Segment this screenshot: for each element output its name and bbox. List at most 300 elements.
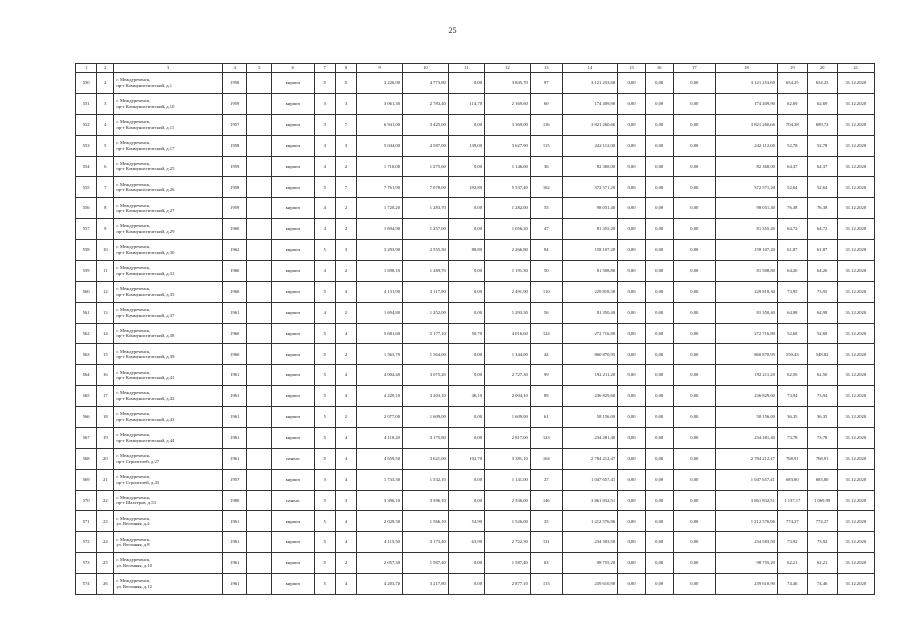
cell-material: кирпич: [271, 302, 314, 323]
cell-floors: 5: [314, 532, 335, 553]
cell-entrances: 4: [335, 427, 356, 448]
cell-year: 1959: [222, 198, 247, 219]
cell-no: 559: [76, 260, 97, 281]
cell-date: 31.12.2020: [837, 365, 874, 386]
cell-no: 561: [76, 302, 97, 323]
cell-date: 31.12.2020: [837, 427, 874, 448]
cell-c5: [247, 365, 272, 386]
cell-area-common: 3 369,00: [485, 114, 531, 135]
cell-c19: 64,72: [777, 219, 807, 240]
table-row: [76, 281, 875, 302]
cell-cost: 1 047 657,41: [562, 469, 617, 490]
column-header: 21: [837, 64, 874, 73]
cell-floors: 5: [314, 344, 335, 365]
cell-no: 555: [76, 177, 97, 198]
address-city: г. Междуреченск,: [116, 348, 151, 354]
cell-area-common: 2 877,10: [485, 574, 531, 595]
cell-idx: 26: [97, 574, 114, 595]
address-city: г. Междуреченск,: [116, 557, 151, 563]
address-street: пр-т Коммунистический, д.25: [116, 166, 175, 172]
cell-no: 562: [76, 323, 97, 344]
cell-c15: 0,00: [618, 177, 646, 198]
cell-idx: 14: [97, 323, 114, 344]
cell-c5: [247, 240, 272, 261]
cell-material: кирпич: [271, 532, 314, 553]
address-city: г. Междуреченск,: [116, 202, 151, 208]
address-cell: [114, 323, 223, 344]
address-cell: [114, 114, 223, 135]
cell-c15: 0,00: [618, 511, 646, 532]
cell-c17: 0,00: [673, 302, 716, 323]
cell-c19: 52,64: [777, 177, 807, 198]
cell-no: 573: [76, 553, 97, 574]
cell-material: кирпич: [271, 386, 314, 407]
cell-residents: 110: [530, 281, 562, 302]
cell-total: 98 051,40: [716, 198, 778, 219]
table-row: [76, 469, 875, 490]
cell-area-nonres: 0,00: [448, 198, 484, 219]
cell-c19: 36,35: [777, 407, 807, 428]
cell-no: 568: [76, 448, 97, 469]
cell-no: 551: [76, 93, 97, 114]
cell-c20: 64,20: [807, 260, 837, 281]
cell-year: 1961: [222, 574, 247, 595]
cell-floors: 5: [314, 323, 335, 344]
cell-c17: 0,00: [673, 407, 716, 428]
column-header: 15: [618, 64, 646, 73]
cell-entrances: 4: [335, 323, 356, 344]
cell-idx: 15: [97, 344, 114, 365]
cell-c15: 0,00: [618, 469, 646, 490]
cell-area-nonres: 0,00: [448, 469, 484, 490]
cell-c16: 0,00: [645, 532, 673, 553]
address-cell: [114, 135, 223, 156]
table-row: [76, 93, 875, 114]
cell-c15: 0,00: [618, 198, 646, 219]
cell-c17: 0,00: [673, 490, 716, 511]
cell-area-nonres: 0,00: [448, 407, 484, 428]
cell-c19: 654,25: [777, 73, 807, 94]
cell-c20: 74,46: [807, 574, 837, 595]
cell-material: кирпич: [271, 344, 314, 365]
cell-c5: [247, 219, 272, 240]
address-city: г. Междуреченск,: [116, 411, 151, 417]
cell-c17: 0,00: [673, 553, 716, 574]
cell-date: 31.12.2020: [837, 469, 874, 490]
cell-area-res: 3 117,90: [402, 281, 448, 302]
cell-area-res: 1 609,00: [402, 407, 448, 428]
cell-area-res: 1 252,00: [402, 302, 448, 323]
cell-c19: 62,50: [777, 365, 807, 386]
column-header: 5: [247, 64, 272, 73]
cell-c16: 0,00: [645, 469, 673, 490]
cell-residents: 99: [530, 365, 562, 386]
cell-material: кирпич: [271, 114, 314, 135]
cell-material: кирпич: [271, 73, 314, 94]
cell-c5: [247, 281, 272, 302]
cell-c20: 64,98: [807, 302, 837, 323]
cell-no: 569: [76, 469, 97, 490]
cell-area-res: 4 773,80: [402, 73, 448, 94]
cell-area-total: 1 694,80: [357, 302, 403, 323]
cell-c17: 0,00: [673, 260, 716, 281]
cell-residents: 131: [530, 532, 562, 553]
cell-residents: 56: [530, 302, 562, 323]
cell-cost: 58 156,00: [562, 407, 617, 428]
cell-material: кирпич: [271, 177, 314, 198]
cell-area-total: 1 720,20: [357, 198, 403, 219]
cell-material: панель: [271, 490, 314, 511]
cell-cost: 98 051,40: [562, 198, 617, 219]
cell-entrances: 2: [335, 344, 356, 365]
address-cell: [114, 386, 223, 407]
cell-area-total: 4 004,40: [357, 365, 403, 386]
cell-c20: 654,25: [807, 73, 837, 94]
cell-cost: 98 755,20: [562, 553, 617, 574]
cell-area-common: 5 537,40: [485, 177, 531, 198]
address-cell: [114, 281, 223, 302]
address-city: г. Междуреченск,: [116, 515, 151, 521]
cell-idx: 19: [97, 427, 114, 448]
cell-c19: 704,38: [777, 114, 807, 135]
column-header: 1: [76, 64, 97, 73]
cell-c16: 0,00: [645, 177, 673, 198]
cell-c16: 0,00: [645, 302, 673, 323]
address-street: пр-т Строителей, д.43: [116, 479, 160, 485]
cell-cost: 81 350,40: [562, 302, 617, 323]
cell-c20: 1 069,99: [807, 490, 837, 511]
cell-no: 553: [76, 135, 97, 156]
cell-c19: 683,80: [777, 469, 807, 490]
cell-area-common: 1 609,00: [485, 407, 531, 428]
cell-c17: 0,00: [673, 532, 716, 553]
cell-idx: 2: [97, 73, 114, 94]
cell-c20: 73,92: [807, 532, 837, 553]
table-row: [76, 219, 875, 240]
cell-area-total: 3 226,90: [357, 73, 403, 94]
cell-year: 1957: [222, 469, 247, 490]
cell-area-res: 4 587,00: [402, 135, 448, 156]
cell-material: кирпич: [271, 198, 314, 219]
cell-floors: 3: [314, 93, 335, 114]
cell-area-common: 4 016,60: [485, 323, 531, 344]
table-row: [76, 386, 875, 407]
cell-no: 571: [76, 511, 97, 532]
address-street: ул. Весенняя, д.10: [116, 563, 152, 569]
cell-c16: 0,00: [645, 93, 673, 114]
address-street: пр-т Коммунистический, д.42: [116, 396, 175, 402]
column-header: 11: [448, 64, 484, 73]
address-cell: [114, 260, 223, 281]
cell-total: 272 716,80: [716, 323, 778, 344]
cell-area-total: 1 733,30: [357, 469, 403, 490]
cell-floors: 5: [314, 281, 335, 302]
cell-residents: 124: [530, 323, 562, 344]
cell-residents: 35: [530, 511, 562, 532]
cell-date: 31.12.2020: [837, 302, 874, 323]
table-row: [76, 511, 875, 532]
cell-c16: 0,00: [645, 114, 673, 135]
cell-area-nonres: 0,00: [448, 490, 484, 511]
cell-c16: 0,00: [645, 323, 673, 344]
cell-area-total: 6 941,00: [357, 114, 403, 135]
cell-c16: 0,00: [645, 281, 673, 302]
cell-residents: 27: [530, 469, 562, 490]
cell-c20: 73,95: [807, 281, 837, 302]
cell-c19: 61,87: [777, 240, 807, 261]
cell-no: 572: [76, 532, 97, 553]
cell-c5: [247, 532, 272, 553]
page-number: 25: [448, 26, 457, 35]
address-city: г. Междуреченск,: [116, 327, 151, 333]
cell-c20: 689,72: [807, 114, 837, 135]
cell-c17: 0,00: [673, 574, 716, 595]
column-header: 2: [97, 64, 114, 73]
cell-c19: 74,46: [777, 574, 807, 595]
cell-cost: 860 870,95: [562, 344, 617, 365]
cell-area-nonres: 0,00: [448, 281, 484, 302]
cell-c17: 0,00: [673, 323, 716, 344]
cell-cost: 236 829,60: [562, 386, 617, 407]
address-city: г. Междуреченск,: [116, 160, 151, 166]
cell-year: 1958: [222, 177, 247, 198]
cell-material: кирпич: [271, 260, 314, 281]
cell-total: 3 121 253,60: [716, 73, 778, 94]
column-header: 10: [402, 64, 448, 73]
cell-area-common: 3 845,70: [485, 73, 531, 94]
address-city: г. Междуреченск,: [116, 432, 151, 438]
table-row: [76, 407, 875, 428]
table-body: [76, 73, 875, 595]
cell-c20: 61,87: [807, 240, 837, 261]
table-row: [76, 344, 875, 365]
cell-c19: 73,95: [777, 281, 807, 302]
cell-no: 567: [76, 427, 97, 448]
cell-year: 1961: [222, 407, 247, 428]
cell-entrances: 3: [335, 240, 356, 261]
cell-c19: 52,68: [777, 323, 807, 344]
address-street: ул. Весенняя, д.12: [116, 584, 152, 589]
address-street: пр-т Коммунистический, д.44: [116, 437, 175, 443]
table-row: [76, 198, 875, 219]
cell-year: 1960: [222, 344, 247, 365]
cell-c17: 0,00: [673, 73, 716, 94]
cell-area-common: 2 491,90: [485, 281, 531, 302]
cell-area-total: 2 077,00: [357, 407, 403, 428]
cell-entrances: 4: [335, 365, 356, 386]
cell-total: 1 047 657,41: [716, 469, 778, 490]
address-city: г. Междуреченск,: [116, 223, 151, 229]
cell-idx: 23: [97, 511, 114, 532]
cell-residents: 97: [530, 73, 562, 94]
cell-c5: [247, 177, 272, 198]
cell-total: 1 212 576,96: [716, 511, 778, 532]
cell-area-nonres: 192,80: [448, 177, 484, 198]
cell-area-res: 1 275,60: [402, 156, 448, 177]
cell-c5: [247, 469, 272, 490]
table-row: [76, 553, 875, 574]
cell-year: 1959: [222, 156, 247, 177]
cell-total: 81 355,20: [716, 219, 778, 240]
cell-c5: [247, 553, 272, 574]
table-row: [76, 302, 875, 323]
cell-residents: 162: [530, 177, 562, 198]
cell-cost: 272 716,80: [562, 323, 617, 344]
table-row: [76, 427, 875, 448]
cell-c19: 64,37: [777, 156, 807, 177]
cell-c16: 0,00: [645, 511, 673, 532]
cell-entrances: 4: [335, 532, 356, 553]
cell-date: 31.12.2020: [837, 156, 874, 177]
cell-year: 1980: [222, 490, 247, 511]
cell-c20: 683,80: [807, 469, 837, 490]
cell-area-res: 5 177,10: [402, 323, 448, 344]
cell-floors: 5: [314, 240, 335, 261]
cell-area-total: 4 115,50: [357, 532, 403, 553]
cell-c16: 0,00: [645, 73, 673, 94]
cell-area-common: 1 526,00: [485, 511, 531, 532]
cell-c20: 64,72: [807, 219, 837, 240]
cell-c16: 0,00: [645, 407, 673, 428]
table-row: [76, 490, 875, 511]
address-city: г. Междуреченск,: [116, 536, 151, 542]
address-street: пр-т Коммунистический, д.11: [116, 124, 175, 130]
cell-idx: 9: [97, 219, 114, 240]
address-street: пр-т Строителей, д.27: [116, 458, 160, 464]
address-cell: [114, 93, 223, 114]
cell-total: 82 368,00: [716, 156, 778, 177]
cell-area-res: 1 283,70: [402, 198, 448, 219]
cell-floors: 3: [314, 469, 335, 490]
cell-entrances: 2: [335, 407, 356, 428]
cell-c19: 62,21: [777, 553, 807, 574]
address-city: г. Междуреченск,: [116, 98, 151, 104]
cell-area-nonres: 0,00: [448, 574, 484, 595]
address-cell: [114, 490, 223, 511]
cell-entrances: 7: [335, 177, 356, 198]
address-city: г. Междуреченск,: [116, 473, 151, 479]
cell-material: кирпич: [271, 156, 314, 177]
address-cell: [114, 427, 223, 448]
address-city: г. Междуреченск,: [116, 119, 151, 125]
cell-idx: 11: [97, 260, 114, 281]
table-row: [76, 574, 875, 595]
cell-c5: [247, 198, 272, 219]
cell-c16: 0,00: [645, 135, 673, 156]
cell-total: 158 107,20: [716, 240, 778, 261]
cell-c20: 76,38: [807, 198, 837, 219]
cell-c19: 76,38: [777, 198, 807, 219]
address-street: ул. Весенняя, д.8: [116, 542, 150, 548]
cell-no: 564: [76, 365, 97, 386]
cell-residents: 44: [530, 344, 562, 365]
cell-area-res: 1 564,00: [402, 344, 448, 365]
cell-c20: 768,91: [807, 448, 837, 469]
address-cell: [114, 177, 223, 198]
address-street: пр-т Коммунистический, д.39: [116, 354, 175, 360]
cell-area-total: 2 029,30: [357, 511, 403, 532]
cell-c5: [247, 156, 272, 177]
cell-area-nonres: 102,70: [448, 448, 484, 469]
cell-floors: 4: [314, 198, 335, 219]
cell-idx: 13: [97, 302, 114, 323]
cell-c15: 0,00: [618, 574, 646, 595]
cell-residents: 55: [530, 198, 562, 219]
cell-area-common: 2 722,30: [485, 532, 531, 553]
address-street: пр-т Коммунистический, д.35: [116, 291, 175, 297]
cell-c19: 768,91: [777, 448, 807, 469]
cell-c15: 0,00: [618, 135, 646, 156]
cell-total: 81 350,40: [716, 302, 778, 323]
cell-c15: 0,00: [618, 281, 646, 302]
cell-no: 563: [76, 344, 97, 365]
cell-residents: 136: [530, 114, 562, 135]
cell-year: 1961: [222, 511, 247, 532]
cell-year: 1958: [222, 135, 247, 156]
cell-c17: 0,00: [673, 240, 716, 261]
cell-c20: 64,37: [807, 156, 837, 177]
cell-area-common: 1 344,00: [485, 344, 531, 365]
cell-area-common: 2 817,00: [485, 427, 531, 448]
cell-entrances: 4: [335, 574, 356, 595]
cell-entrances: 2: [335, 219, 356, 240]
cell-total: 236 829,60: [716, 386, 778, 407]
table-row: [76, 135, 875, 156]
cell-c5: [247, 135, 272, 156]
column-header: 18: [716, 64, 778, 73]
cell-c17: 0,00: [673, 156, 716, 177]
cell-area-common: 1 293,30: [485, 302, 531, 323]
address-city: г. Междуреченск,: [116, 139, 151, 145]
cell-area-common: 1 191,30: [485, 260, 531, 281]
cell-no: 550: [76, 73, 97, 94]
cell-material: кирпич: [271, 281, 314, 302]
cell-c15: 0,00: [618, 240, 646, 261]
cell-date: 31.12.2020: [837, 532, 874, 553]
address-street: пр-т Коммунистический, д.41: [116, 375, 175, 381]
cell-idx: 7: [97, 177, 114, 198]
cell-residents: 63: [530, 553, 562, 574]
cell-c16: 0,00: [645, 260, 673, 281]
cell-c20: 774,27: [807, 511, 837, 532]
cell-area-nonres: 0,00: [448, 73, 484, 94]
cell-area-total: 4 659,50: [357, 448, 403, 469]
cell-c16: 0,00: [645, 198, 673, 219]
address-cell: [114, 302, 223, 323]
cell-residents: 50: [530, 260, 562, 281]
cell-date: 31.12.2020: [837, 448, 874, 469]
cell-year: 1958: [222, 73, 247, 94]
cell-c5: [247, 114, 272, 135]
cell-c15: 0,00: [618, 386, 646, 407]
cell-total: 372 571,20: [716, 177, 778, 198]
cell-cost: 174 409,90: [562, 93, 617, 114]
cell-area-res: 2 783,40: [402, 93, 448, 114]
cell-c17: 0,00: [673, 448, 716, 469]
cell-residents: 60: [530, 93, 562, 114]
cell-c19: 64,98: [777, 302, 807, 323]
cell-residents: 123: [530, 427, 562, 448]
cell-idx: 8: [97, 198, 114, 219]
address-street: пр-т Шахтеров, д.53: [116, 500, 156, 506]
cell-total: 860 870,95: [716, 344, 778, 365]
cell-c17: 0,00: [673, 469, 716, 490]
cell-cost: 3 861 832,51: [562, 490, 617, 511]
cell-year: 1961: [222, 386, 247, 407]
cell-idx: 16: [97, 365, 114, 386]
cell-total: 58 156,00: [716, 407, 778, 428]
cell-area-nonres: 0,00: [448, 302, 484, 323]
